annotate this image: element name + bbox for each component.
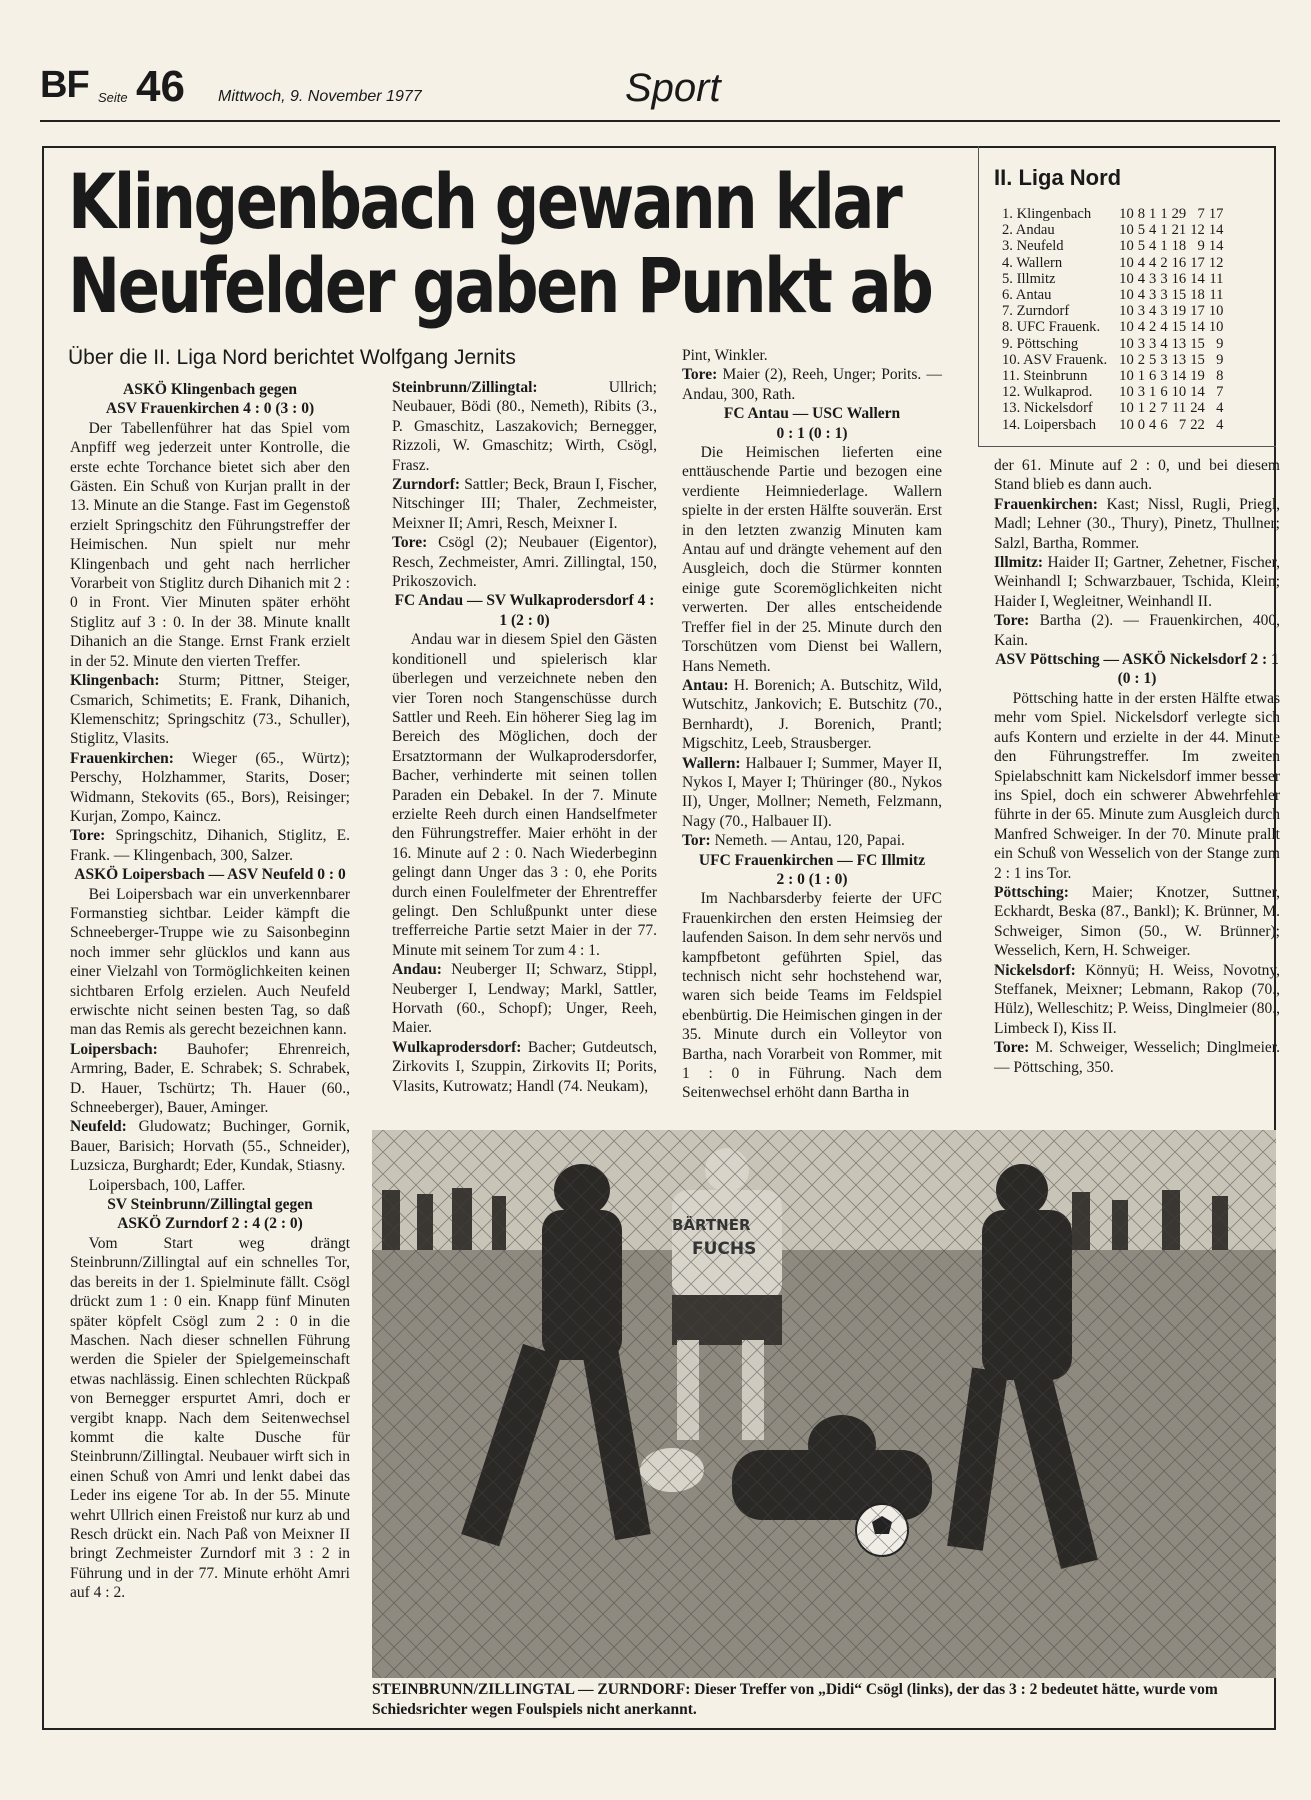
goals (70, 826, 350, 865)
match-heading: 2 : 0 (1 : 0) (776, 870, 848, 888)
lineup-text: Sattler; Beck, Braun I, Fischer, Nitschinger III; Thaler, Zechmeister, Meixner II; Amri, Resch, Meixner I. (392, 476, 658, 532)
stat-cell: 10 (1119, 206, 1134, 222)
lineup-text: Sturm; Pittner, Steiger, Csmarich, Schimetits; E. Frank, Dihanich, Klemenschitz; Springschitz (73., Schuller), Stiglitz, Vlasits. (70, 672, 350, 748)
match-report: Die Heimischen lieferten eine enttäuschende Partie und bezogen eine verdiente Heimniederlage. Wallern spielte in der ersten Hälfte souverän. Erst in den letzten zwanzig Minuten kam Antau auf und drängte vehement auf den Ausgleich, doch die Stürmer konnten einige gute Scoremöglichkeiten nicht verwerten. Der alles entscheidende Treffer fiel in der 25. Minute durch den Torschützen vom Dienst bei Wallern, Hans Nemeth. (682, 444, 942, 675)
stat-cell: 10 (1119, 335, 1134, 352)
stat-cell: 5 (1149, 351, 1157, 368)
goals-text: Springschitz, Dihanich, Stiglitz, E. Frank. — Klingenbach, 300, Salzer. (70, 827, 350, 864)
team-name-cell: 14. Loipersbach (1002, 416, 1097, 433)
team-label: Zurndorf: (392, 476, 461, 494)
lineup (70, 671, 350, 749)
table-row (1000, 287, 1225, 303)
table-divider-vertical (978, 146, 979, 446)
lineup (994, 883, 1280, 961)
goals-label: Tore: (392, 534, 428, 552)
team-label: Nickelsdorf: (994, 961, 1076, 979)
stat-cell: 8 (1137, 206, 1146, 222)
match-report: Vom Start weg drängt Steinbrunn/Zillingtal auf ein schnelles Tor, das bereits in der 1. Spielminute fällt. Csögl drückt zum 1 : 0 ein. Knapp fünf Minuten später köpfelt Csögl zum 2 : 0 in die Maschen. Nach dieser schnellen Führung werden die Spieler der Spielgemeinschaft etwas nachlässig. Einen schlechten Rückpaß von Bernegger erspurtet Amri, doch er vergibt knapp. Nach dem Seitenwechsel kommt die kalte Dusche für Steinbrunn/Zillingtal. Neubauer wirft sich in einen Schuß von Amri und lenkt dabei das Leder ins eigene Tor ab. In der 55. Minute wehrt Ullrich einen Freistoß nur kurz ab und Resch drückt ein. Nach Paß von Meixner II bringt Zechmeister Zurndorf mit 3 : 2 in Führung und in der 77. Minute erhöht Amri auf 4 : 2. (70, 1234, 350, 1602)
table-row (1000, 400, 1225, 416)
goals (994, 611, 1280, 650)
team-label: Loipersbach: (70, 1040, 158, 1058)
table-divider-horizontal (978, 446, 1276, 447)
stat-cell: 6 (1160, 384, 1168, 401)
lineup-text: Halbauer I; Summer, Mayer II, Nykos I, Mayer I; Thüringer (80., Nykos II), Unger, Mollner; Nemeth, Felzmann, Nagy (70., Halbauer II). (682, 754, 943, 830)
team-label: Frauenkirchen: (994, 495, 1098, 513)
stat-cell: 1 (1149, 384, 1157, 401)
match-heading: ASV Pöttsching — ASKÖ Nickelsdorf 2 : 1 (0 : 1) (995, 651, 1279, 688)
stat-cell: 1 (1160, 222, 1168, 239)
league-table (1000, 206, 1225, 433)
goals-label: Tore: (994, 1039, 1030, 1057)
goals-label: Tor: (682, 832, 711, 850)
stat-cell: 12 (1208, 254, 1224, 271)
stat-cell: 9 (1216, 335, 1224, 352)
stat-cell: 21 (1171, 222, 1187, 239)
team-name-cell: 6. Antau (1002, 287, 1052, 304)
goals-text: Csögl (2); Neubauer (Eigentor), Resch, Zechmeister, Amri. Zillingtal, 150, Prikoszovich. (392, 534, 657, 591)
section-title: Sport (625, 66, 721, 110)
stat-cell: 19 (1171, 303, 1187, 320)
team-name-cell: 8. UFC Frauenk. (1002, 319, 1101, 336)
table-row (1000, 303, 1225, 319)
stat-cell: 7 (1197, 206, 1205, 222)
team-name-cell: 12. Wulkaprod. (1002, 384, 1093, 401)
headline-line-2: Neufelder gaben Punkt ab (68, 241, 932, 330)
team-name-cell: 4. Wallern (1002, 254, 1063, 271)
team-label: Frauenkirchen: (70, 749, 174, 767)
goals-label: Tore: (994, 612, 1030, 630)
stat-cell: 2 (1149, 319, 1157, 336)
stat-cell: 16 (1171, 270, 1187, 287)
team-name-cell: 2. Andau (1002, 222, 1055, 239)
stat-cell: 15 (1171, 319, 1187, 336)
goals (682, 831, 942, 850)
stat-cell: 11 (1209, 270, 1224, 287)
column-1 (70, 380, 350, 1603)
issue-date: Mittwoch, 9. November 1977 (218, 88, 422, 105)
match-heading: UFC Frauenkirchen — FC Illmitz (698, 851, 926, 869)
stat-cell: 11 (1209, 287, 1224, 304)
team-name-cell: 1. Klingenbach (1002, 206, 1092, 222)
lineup-text: Kast; Nissl, Rugli, Priegl, Madl; Lehner (30., Thury), Pinetz, Thullner; Salzl, Bartha, Rommer. (994, 495, 1280, 552)
stat-cell: 15 (1190, 351, 1205, 368)
stat-cell: 3 (1160, 351, 1168, 368)
stat-cell: 5 (1137, 238, 1146, 255)
stat-cell: 4 (1149, 254, 1157, 271)
team-label: Illmitz: (994, 554, 1044, 572)
team-label: Klingenbach: (70, 672, 160, 690)
stat-cell: 13 (1171, 351, 1187, 368)
stat-cell: 13 (1171, 335, 1187, 352)
stat-cell: 7 (1216, 384, 1224, 401)
lineup-text: Wieger (65., Würtz); Perschy, Holzhammer, Starits, Doser; Widmann, Stekovits (65., Bors), Reisinger; Kurjan, Zompo, Kaincz. (70, 749, 350, 825)
stat-cell: 15 (1190, 335, 1205, 352)
stat-cell: 14 (1190, 319, 1205, 336)
page-label: Seite (98, 90, 128, 105)
stat-cell: 1 (1160, 206, 1168, 222)
goals-text: Maier (2), Reeh, Unger; Porits. — Andau, 300, Rath. (682, 366, 942, 403)
table-row (1000, 336, 1225, 352)
stat-cell: 10 (1119, 222, 1134, 239)
team-label: Neufeld: (70, 1118, 127, 1136)
match-heading: FC Andau — SV Wulkaprodersdorf 4 : 1 (2 : 0) (394, 592, 655, 629)
stat-cell: 22 (1190, 416, 1205, 433)
stat-cell: 10 (1119, 400, 1134, 417)
stat-cell: 10 (1119, 270, 1134, 287)
stat-cell: 4 (1149, 303, 1157, 320)
stat-cell: 10 (1119, 254, 1134, 271)
team-name-cell: 7. Zurndorf (1002, 303, 1070, 320)
table-row (1000, 238, 1225, 254)
match-report: Pöttsching hatte in der ersten Hälfte etwas mehr vom Spiel. Nickelsdorf verlegte sich aufs Kontern und erzielte in der 44. Minute den Führungstreffer. Im zweiten Spielabschnitt kam Nickelsdorf immer besser ins Spiel, doch ein schwerer Abwehrfehler führte in der 65. Minute zum Ausgleich durch Manfred Schweiger. In der 70. Minute prallt ein Schuß von Wesselich von der Stange zum 2 : 1 ins Tor. (994, 689, 1280, 882)
lineup (994, 961, 1280, 1039)
team-name-cell: 13. Nickelsdorf (1002, 400, 1093, 417)
stat-cell: 3 (1149, 270, 1157, 287)
lineup (392, 1038, 657, 1096)
lineup (682, 754, 942, 832)
match-heading: ASKÖ Loipersbach — ASV Neufeld 0 : 0 (74, 866, 346, 884)
match-heading: ASV Frauenkirchen 4 : 0 (3 : 0) (105, 400, 315, 418)
stat-cell: 14 (1208, 238, 1224, 255)
stat-cell: 10 (1171, 384, 1187, 401)
stat-cell: 10 (1119, 303, 1134, 320)
stat-cell: 4 (1137, 254, 1146, 271)
stat-cell: 2 (1149, 400, 1157, 417)
stat-cell: 3 (1137, 335, 1146, 352)
stat-cell: 14 (1171, 368, 1187, 385)
stat-cell: 4 (1149, 238, 1157, 255)
goals (392, 533, 657, 591)
match-heading: 0 : 1 (0 : 1) (776, 424, 848, 442)
stat-cell: 16 (1171, 254, 1187, 271)
lineup (682, 676, 942, 754)
stat-cell: 8 (1216, 368, 1224, 385)
headline-line-1: Klingenbach gewann klar (68, 157, 901, 246)
goals-text: Bartha (2). — Frauenkirchen, 400, Kain. (994, 612, 1280, 649)
lineup-text: H. Borenich; A. Butschitz, Wild, Wutschitz, Jankovich; E. Butschitz (70., Bernhardt), J. Borenich, Prantl; Migschitz, Leeb, Strausberger. (682, 676, 943, 753)
lineup (70, 1040, 350, 1118)
stat-cell: 10 (1208, 319, 1224, 336)
stat-cell: 9 (1197, 238, 1205, 255)
stat-cell: 9 (1216, 351, 1224, 368)
lineup (994, 553, 1280, 611)
stat-cell: 0 (1137, 416, 1146, 433)
headline (68, 157, 932, 330)
goals-text: M. Schweiger, Wesselich; Dinglmeier. — Pöttsching, 350. (994, 1039, 1280, 1076)
match-report: Bei Loipersbach war ein unverkennbarer Formanstieg sichtbar. Leider kämpft die Schneeberger-Truppe wie zu Saisonbeginn noch immer sehr glücklos und kann aus einer Vielzahl von Tormöglichkeiten keinen sichtbaren Erfolg erzielen. Auch Neufeld erwischte nicht seinen besten Tag, so daß man das Remis als gerecht bezeichnen kann. (70, 885, 350, 1039)
stat-cell: 3 (1160, 303, 1168, 320)
stat-cell: 10 (1208, 303, 1224, 320)
match-report: der 61. Minute auf 2 : 0, und bei diesem Stand blieb es dann auch. (994, 457, 1280, 494)
stat-cell: 1 (1160, 238, 1168, 255)
lineup-text: Neuberger II; Schwarz, Stippl, Neuberger I, Lendway; Markl, Sattler, Horvath (60., Schopf); Unger, Reeh, Maier. (392, 961, 657, 1037)
stat-cell: 18 (1171, 238, 1187, 255)
team-name-cell: 10. ASV Frauenk. (1002, 351, 1108, 368)
stat-cell: 15 (1171, 287, 1187, 304)
stat-cell: 6 (1149, 368, 1157, 385)
match-photo (372, 1130, 1276, 1678)
table-row (1000, 417, 1225, 433)
table-row (1000, 271, 1225, 287)
stat-cell: 19 (1190, 368, 1205, 385)
stat-cell: 4 (1160, 319, 1168, 336)
match-photo-illustration (372, 1130, 1276, 1678)
team-name-cell: 5. Illmitz (1002, 270, 1056, 287)
table-row (1000, 222, 1225, 238)
stat-cell: 7 (1160, 400, 1168, 417)
stat-cell: 18 (1190, 287, 1205, 304)
masthead (40, 60, 1280, 122)
stat-cell: 29 (1171, 206, 1187, 222)
goals-label: Tore: (682, 366, 718, 384)
stat-cell: 4 (1149, 222, 1157, 239)
match-heading: SV Steinbrunn/Zillingtal gegen (107, 1196, 313, 1214)
stat-cell: 1 (1137, 400, 1146, 417)
stat-cell: 3 (1149, 335, 1157, 352)
photo-caption: STEINBRUNN/ZILLINGTAL — ZURNDORF: Dieser Treffer von „Didi“ Csögl (links), der das 3 : 2 bedeutet hätte, wurde vom Schiedsrichter wegen Foulspiels nicht anerkannt. (372, 1681, 1218, 1718)
stat-cell: 5 (1137, 222, 1146, 239)
table-row (1000, 206, 1225, 222)
goals (994, 1038, 1280, 1077)
lineup (994, 495, 1280, 553)
table-row (1000, 368, 1225, 384)
stat-cell: 4 (1216, 416, 1224, 433)
byline: Über die II. Liga Nord berichtet Wolfgang Jernits (68, 346, 516, 369)
stat-cell: 3 (1137, 384, 1146, 401)
team-label: Andau: (392, 961, 442, 979)
lineup-text: Ullrich; Neubauer, Bödi (80., Nemeth), Ribits (3., P. Gmaschitz, Laszakovich; Bernegger, Rizzoli, W. Gmaschitz; Wirth, Csögl, Frasz. (392, 379, 657, 474)
stat-cell: 10 (1119, 238, 1134, 255)
stat-cell: 10 (1119, 368, 1134, 385)
stat-cell: 3 (1160, 270, 1168, 287)
match-report: Andau war in diesem Spiel den Gästen konditionell und spielerisch klar überlegen und verzeichnete neben den vier Toren noch Stangenschüsse durch Sattler und Reeh. Ein höherer Sieg lag im Bereich des Möglichen, doch der Ersatztormann der Wulkaprodersdorfer, Bacher, verhinderte mit seinen tollen Paraden ein Debakel. In der 7. Minute erzielte Reeh durch einen Handselfmeter den Führungstreffer. Maier erhöht in der 16. Minute auf 2 : 0. Nach Wiederbeginn gelingt dann Unger das 3 : 0, ehe Porits durch einen Foulelfmeter der Ehrentreffer gelingt. Den Schlußpunkt unter diese trefferreiche Partie setzt Maier in der 77. Minute mit seinem Tor zum 4 : 1. (392, 631, 657, 959)
lineup-text: Haider II; Gartner, Zehetner, Fischer, Weinhandl I; Schwarzbauer, Tschida, Klein; Haider I, Wegleitner, Weinhandl II. (994, 554, 1280, 610)
page-number: 46 (136, 62, 185, 111)
stat-cell: 3 (1160, 287, 1168, 304)
match-heading: FC Antau — USC Wallern (723, 405, 901, 423)
lineup-text: Pint, Winkler. (682, 347, 768, 364)
team-name-cell: 11. Steinbrunn (1002, 368, 1088, 385)
table-row (1000, 255, 1225, 271)
lineup-text: Maier; Knotzer, Suttner, Eckhardt, Beska (87., Bankl); K. Brünner, M. Schweiger, Simon (50., W. Brünner); Wesselich, Kern, H. Schweiger. (994, 883, 1280, 960)
stat-cell: 4 (1216, 400, 1224, 417)
stat-cell: 17 (1208, 206, 1224, 222)
stat-cell: 10 (1119, 384, 1134, 401)
stat-cell: 1 (1149, 206, 1157, 222)
lineup-text: Bacher; Gutdeutsch, Zirkovits I, Szuppin, Zirkovits II; Porits, Vlasits, Kutrowatz; Handl (74. Neukam), (392, 1038, 657, 1095)
lineup (70, 1117, 350, 1175)
lineup (70, 749, 350, 827)
stat-cell: 11 (1172, 400, 1187, 417)
stat-cell: 3 (1160, 368, 1168, 385)
team-label: Wulkaprodersdorf: (392, 1038, 522, 1056)
stat-cell: 7 (1178, 416, 1187, 433)
stat-cell: 17 (1190, 254, 1205, 271)
stat-cell: 10 (1119, 319, 1134, 336)
team-name-cell: 3. Neufeld (1002, 238, 1064, 255)
team-label: Antau: (682, 676, 729, 694)
team-name-cell: 9. Pöttsching (1002, 335, 1079, 352)
stat-cell: 24 (1190, 400, 1205, 417)
team-label: Steinbrunn/Zillingtal: (392, 379, 538, 396)
stat-cell: 2 (1137, 351, 1146, 368)
column-4 (994, 456, 1280, 1077)
stat-cell: 17 (1190, 303, 1205, 320)
match-report: Im Nachbarsderby feierte der UFC Frauenkirchen den ersten Heimsieg der laufenden Saison. In dem sehr nervös und kampfbetont geführten Spiel, das technisch nicht sehr hochstehend war, waren sich beide Teams im Feldspiel ebenbürtig. Die Heimischen gingen in der 35. Minute durch ein Volleytor von Bartha, nach Vorarbeit von Rommer, mit 1 : 0 in Führung. Nach dem Seitenwechsel erhöht dann Bartha in (682, 890, 942, 1102)
stat-cell: 2 (1160, 254, 1168, 271)
table-row (1000, 384, 1225, 400)
table-row (1000, 319, 1225, 335)
lineup (392, 475, 657, 533)
match-info: Loipersbach, 100, Laffer. (88, 1176, 246, 1194)
stat-cell: 3 (1137, 303, 1146, 320)
stat-cell: 4 (1149, 416, 1157, 433)
match-heading: ASKÖ Klingenbach gegen (123, 381, 297, 398)
stat-cell: 3 (1149, 287, 1157, 304)
lineup-text: Könnyü; H. Weiss, Novotny, Steffanek, Meixner; Lebmann, Rakop (70., Hülz), Welleschitz; P. Weiss, Dinglmeier (80., Limbeck I), Kiss II. (994, 961, 1281, 1037)
stat-cell: 4 (1137, 270, 1146, 287)
stat-cell: 14 (1190, 384, 1205, 401)
team-label: Pöttsching: (994, 883, 1069, 901)
lineup-text: Bauhofer; Ehrenreich, Armring, Bader, E. Schrabek; S. Schrabek, D. Hauer, Tschürtz; Th. Hauer (60., Schneeberger), Bauer, Aminger. (70, 1040, 350, 1117)
goals (682, 365, 942, 404)
league-table-title: II. Liga Nord (994, 165, 1122, 190)
header-rule (40, 120, 1280, 122)
goals-text: Nemeth. — Antau, 120, Papai. (714, 832, 905, 850)
team-label: Wallern: (682, 754, 741, 772)
stat-cell: 10 (1119, 287, 1134, 304)
stat-cell: 4 (1137, 319, 1146, 336)
newspaper-logo: BF (40, 64, 89, 106)
stat-cell: 14 (1208, 222, 1224, 239)
stat-cell: 10 (1119, 351, 1134, 368)
lineup (392, 960, 657, 1038)
match-heading: ASKÖ Zurndorf 2 : 4 (2 : 0) (117, 1215, 303, 1233)
column-3 (682, 346, 942, 1103)
stat-cell: 4 (1137, 287, 1146, 304)
lineup-text: Gludowatz; Buchinger, Gornik, Bauer, Barisich; Horvath (55., Schneider), Luzsicza, Burghardt; Eder, Kundak, Stiasny. (70, 1118, 350, 1175)
stat-cell: 14 (1190, 270, 1205, 287)
stat-cell: 4 (1160, 335, 1168, 352)
stat-cell: 12 (1190, 222, 1205, 239)
table-row (1000, 352, 1225, 368)
lineup (392, 378, 657, 475)
stat-cell: 10 (1119, 416, 1134, 433)
match-report: Der Tabellenführer hat das Spiel vom Anpfiff weg jederzeit unter Kontrolle, die erste echte Torchance bietet sich aber den Gästen. Ein Schuß von Kurjan prallt in der 13. Minute an die Stange. Fast im Gegenstoß erzielt Springschitz den Führungstreffer der Heimischen. Nun spielt nur mehr Klingenbach und geht nach herrlicher Vorarbeit von Stiglitz durch Dihanich mit 2 : 0 in Front. Vier Minuten später erhöht Stiglitz auf 3 : 0. In der 38. Minute knallt Dihanich an die Stange. Ernst Frank erzielt in der 52. Minute den vierten Treffer. (70, 419, 350, 670)
goals-label: Tore: (70, 827, 106, 845)
column-2 (392, 378, 657, 1096)
stat-cell: 1 (1137, 368, 1146, 385)
stat-cell: 6 (1160, 416, 1168, 433)
